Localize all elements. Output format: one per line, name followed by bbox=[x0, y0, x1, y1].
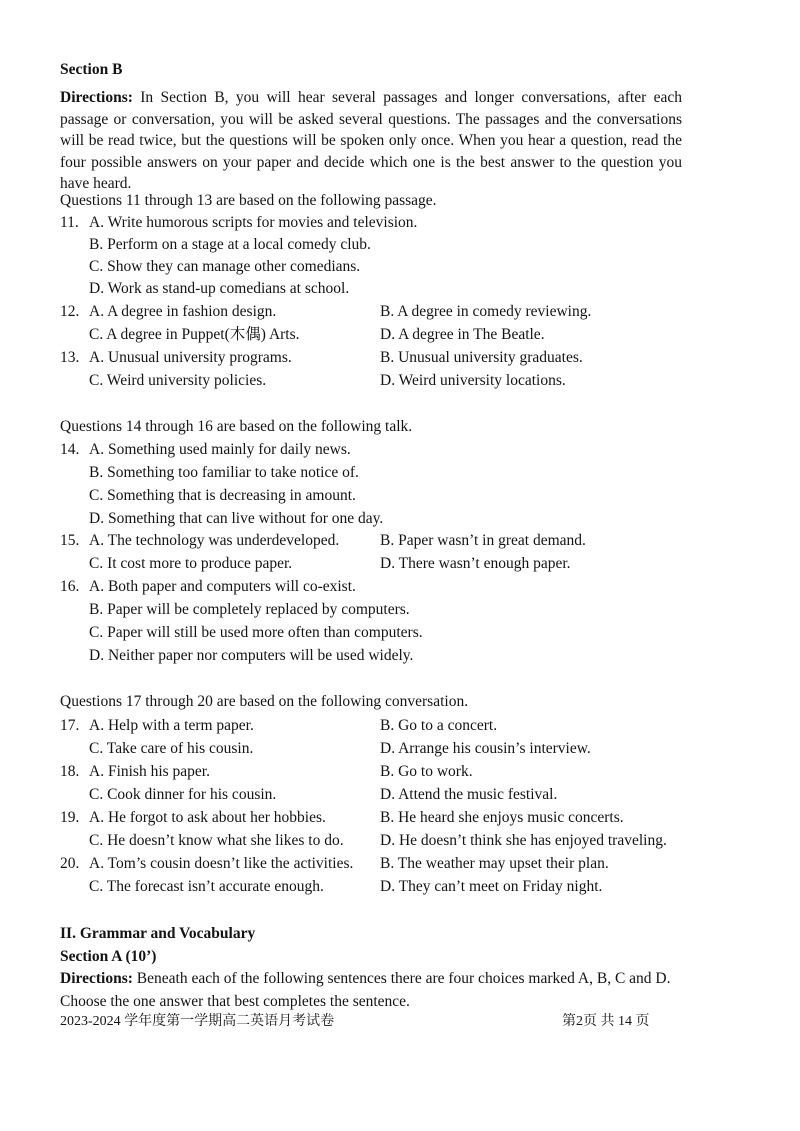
option-c: C. Take care of his cousin. bbox=[89, 740, 254, 757]
directions-label: Directions: bbox=[60, 970, 133, 987]
group-intro: Questions 17 through 20 are based on the following conversation. bbox=[60, 693, 469, 710]
footer-exam-title: 2023-2024 学年度第一学期高二英语月考试卷 bbox=[60, 1014, 335, 1029]
option-b: B. The weather may upset their plan. bbox=[380, 855, 609, 872]
option-b: B. Something too familiar to take notice of. bbox=[89, 464, 359, 481]
option-a: A. Both paper and computers will co-exist. bbox=[89, 578, 356, 595]
directions-line-2: Choose the one answer that best completes the sentence. bbox=[60, 993, 410, 1010]
option-b: B. A degree in comedy reviewing. bbox=[380, 303, 592, 320]
section-b-heading: Section B bbox=[60, 61, 123, 78]
option-d: D. A degree in The Beatle. bbox=[380, 326, 545, 343]
option-c: C. Paper will still be used more often than computers. bbox=[89, 624, 423, 641]
question-number: 14. bbox=[60, 441, 80, 458]
option-a: A. The technology was underdeveloped. bbox=[89, 532, 340, 549]
option-c: C. A degree in Puppet(木偶) Arts. bbox=[89, 326, 300, 343]
option-b: B. Unusual university graduates. bbox=[380, 349, 583, 366]
group-intro: Questions 11 through 13 are based on the following passage. bbox=[60, 192, 437, 209]
option-b: B. Go to a concert. bbox=[380, 717, 498, 734]
question-number: 16. bbox=[60, 578, 80, 595]
option-c: C. Weird university policies. bbox=[89, 372, 267, 389]
option-a: A. A degree in fashion design. bbox=[89, 303, 277, 320]
option-b: B. Paper wasn’t in great demand. bbox=[380, 532, 586, 549]
option-c: C. Something that is decreasing in amount. bbox=[89, 487, 356, 504]
question-number: 13. bbox=[60, 349, 80, 366]
option-b: B. Go to work. bbox=[380, 763, 473, 780]
option-a: A. Write humorous scripts for movies and television. bbox=[89, 214, 418, 231]
option-a: A. Help with a term paper. bbox=[89, 717, 254, 734]
section-b-directions bbox=[60, 87, 682, 195]
option-d: D. They can’t meet on Friday night. bbox=[380, 878, 603, 895]
option-b: B. Perform on a stage at a local comedy club. bbox=[89, 236, 371, 253]
option-d: D. Something that can live without for one day. bbox=[89, 510, 384, 527]
option-d: D. He doesn’t think she has enjoyed traveling. bbox=[380, 832, 667, 849]
directions-line-1: Beneath each of the following sentences there are four choices marked A, B, C and D. bbox=[136, 970, 671, 987]
question-number: 18. bbox=[60, 763, 80, 780]
option-b: B. He heard she enjoys music concerts. bbox=[380, 809, 624, 826]
option-b: B. Paper will be completely replaced by computers. bbox=[89, 601, 410, 618]
option-d: D. Attend the music festival. bbox=[380, 786, 558, 803]
question-number: 20. bbox=[60, 855, 80, 872]
option-d: D. Work as stand-up comedians at school. bbox=[89, 280, 350, 297]
option-c: C. It cost more to produce paper. bbox=[89, 555, 293, 572]
footer-page-number: 第2页 共 14 页 bbox=[562, 1014, 650, 1029]
question-number: 17. bbox=[60, 717, 80, 734]
option-c: C. Cook dinner for his cousin. bbox=[89, 786, 277, 803]
option-d: D. There wasn’t enough paper. bbox=[380, 555, 571, 572]
part-ii-directions bbox=[60, 969, 670, 989]
directions-label: Directions: bbox=[60, 89, 133, 106]
option-a: A. Something used mainly for daily news. bbox=[89, 441, 351, 458]
question-number: 12. bbox=[60, 303, 80, 320]
option-a: A. Finish his paper. bbox=[89, 763, 210, 780]
option-d: D. Neither paper nor computers will be used widely. bbox=[89, 647, 414, 664]
option-a: A. He forgot to ask about her hobbies. bbox=[89, 809, 326, 826]
section-a-heading: Section A (10’) bbox=[60, 948, 157, 965]
option-c: C. Show they can manage other comedians. bbox=[89, 258, 361, 275]
option-a: A. Unusual university programs. bbox=[89, 349, 292, 366]
option-c: C. The forecast isn’t accurate enough. bbox=[89, 878, 324, 895]
option-d: D. Arrange his cousin’s interview. bbox=[380, 740, 591, 757]
question-number: 19. bbox=[60, 809, 80, 826]
option-d: D. Weird university locations. bbox=[380, 372, 566, 389]
option-c: C. He doesn’t know what she likes to do. bbox=[89, 832, 344, 849]
question-number: 15. bbox=[60, 532, 80, 549]
part-ii-heading: II. Grammar and Vocabulary bbox=[60, 925, 256, 942]
option-a: A. Tom’s cousin doesn’t like the activities. bbox=[89, 855, 354, 872]
group-intro: Questions 14 through 16 are based on the following talk. bbox=[60, 418, 413, 435]
question-number: 11. bbox=[60, 214, 79, 231]
directions-text: In Section B, you will hear several passages and longer conversations, after each passage or conversation, you will be asked several questions. The passages and the conversations will be read twice, but the questions will be spoken only once. When you hear a question, read the four possible answers on your paper and decide which one is the best answer to the question you have heard. bbox=[60, 89, 682, 193]
